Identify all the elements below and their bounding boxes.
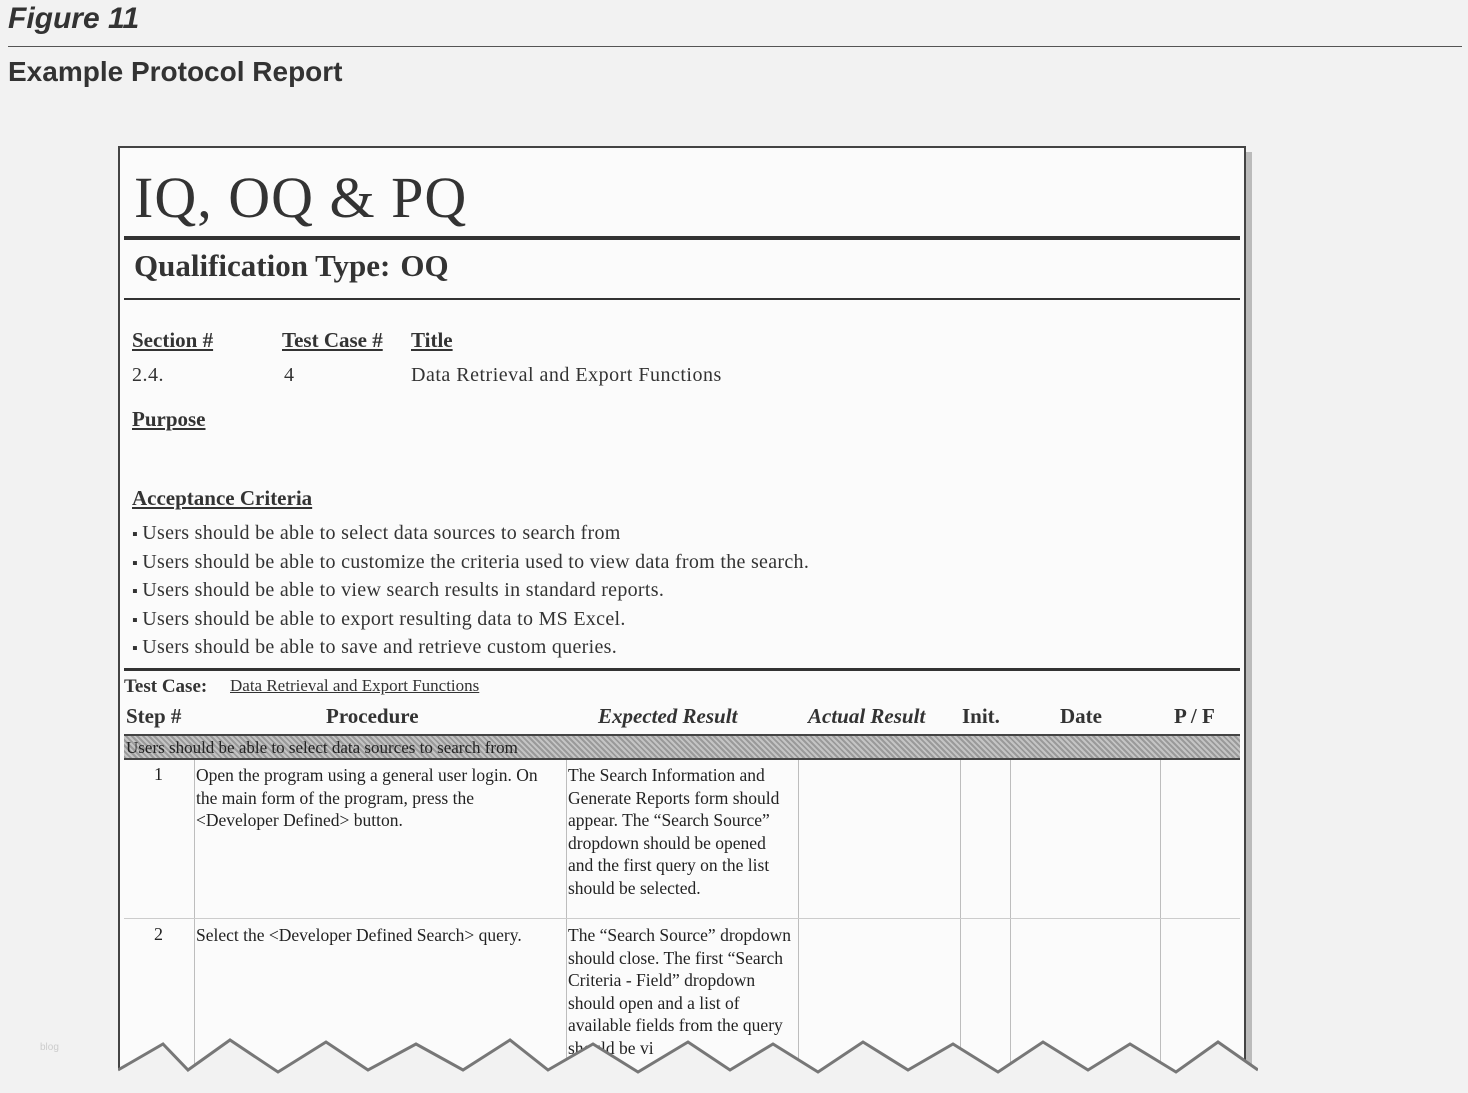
criteria-item: ▪ Users should be able to view search results in standard reports. <box>132 577 809 606</box>
criteria-item: ▪ Users should be able to save and retrieve custom queries. <box>132 634 809 663</box>
column-header-actual: Actual Result <box>808 704 926 728</box>
criteria-divider <box>124 668 1240 671</box>
requirement-group-text: Users should be able to select data sources to search from <box>126 738 518 757</box>
column-header-date: Date <box>1060 704 1102 728</box>
criteria-item: ▪ Users should be able to export resulting data to MS Excel. <box>132 606 809 635</box>
column-header-procedure: Procedure <box>326 704 419 728</box>
figure-heading: Figure 11 <box>8 2 140 35</box>
test-case-value: 4 <box>284 364 295 386</box>
criteria-item: ▪ Users should be able to customize the criteria used to view data from the search. <box>132 549 809 578</box>
column-header-pf: P / F <box>1174 704 1215 728</box>
title-divider <box>124 236 1240 240</box>
purpose-label: Purpose <box>132 407 206 431</box>
report-title: IQ, OQ & PQ <box>134 165 468 230</box>
figure-subheading: Example Protocol Report <box>8 56 343 87</box>
criteria-item: ▪ Users should be able to select data sources to search from <box>132 520 809 549</box>
acceptance-criteria-label: Acceptance Criteria <box>132 486 313 510</box>
procedure-cell: Open the program using a general user login. On the main form of the program, press the <Developer Defined> button. <box>196 765 538 830</box>
watermark: blog <box>40 1042 59 1053</box>
expected-result-cell: The Search Information and Generate Reports form should appear. The “Search Source” dropdown should be opened and the first query on the list should be selected. <box>568 765 780 898</box>
column-header-expected: Expected Result <box>598 704 738 728</box>
qualification-value: OQ <box>400 248 449 283</box>
test-case-heading: Test Case: <box>124 676 208 697</box>
test-case-label: Test Case # <box>282 328 383 352</box>
qualification-divider <box>124 298 1240 300</box>
step-number: 2 <box>154 924 163 944</box>
section-value: 2.4. <box>132 364 164 386</box>
requirement-group-row <box>124 734 1240 760</box>
protocol-report <box>118 146 1246 1086</box>
qualification-type <box>134 248 449 284</box>
column-header-step: Step # <box>126 704 182 728</box>
torn-edge-graphic <box>118 1030 1258 1093</box>
expected-result-cell: The “Search Source” dropdown should close. The first “Search Criteria - Field” dropdown should open and a list of available fields from the query should be vi <box>568 925 792 1058</box>
procedure-cell: Select the <Developer Defined Search> query. <box>196 925 522 945</box>
step-number: 1 <box>154 764 163 784</box>
qualification-label: Qualification Type: <box>134 248 391 283</box>
title-label: Title <box>411 328 453 352</box>
row-divider <box>124 918 1240 919</box>
section-label: Section # <box>132 328 214 352</box>
title-value: Data Retrieval and Export Functions <box>411 364 722 386</box>
column-header-init: Init. <box>962 704 1000 728</box>
figure-divider <box>8 46 1462 47</box>
test-case-name: Data Retrieval and Export Functions <box>230 676 480 695</box>
acceptance-criteria-list <box>132 520 809 663</box>
